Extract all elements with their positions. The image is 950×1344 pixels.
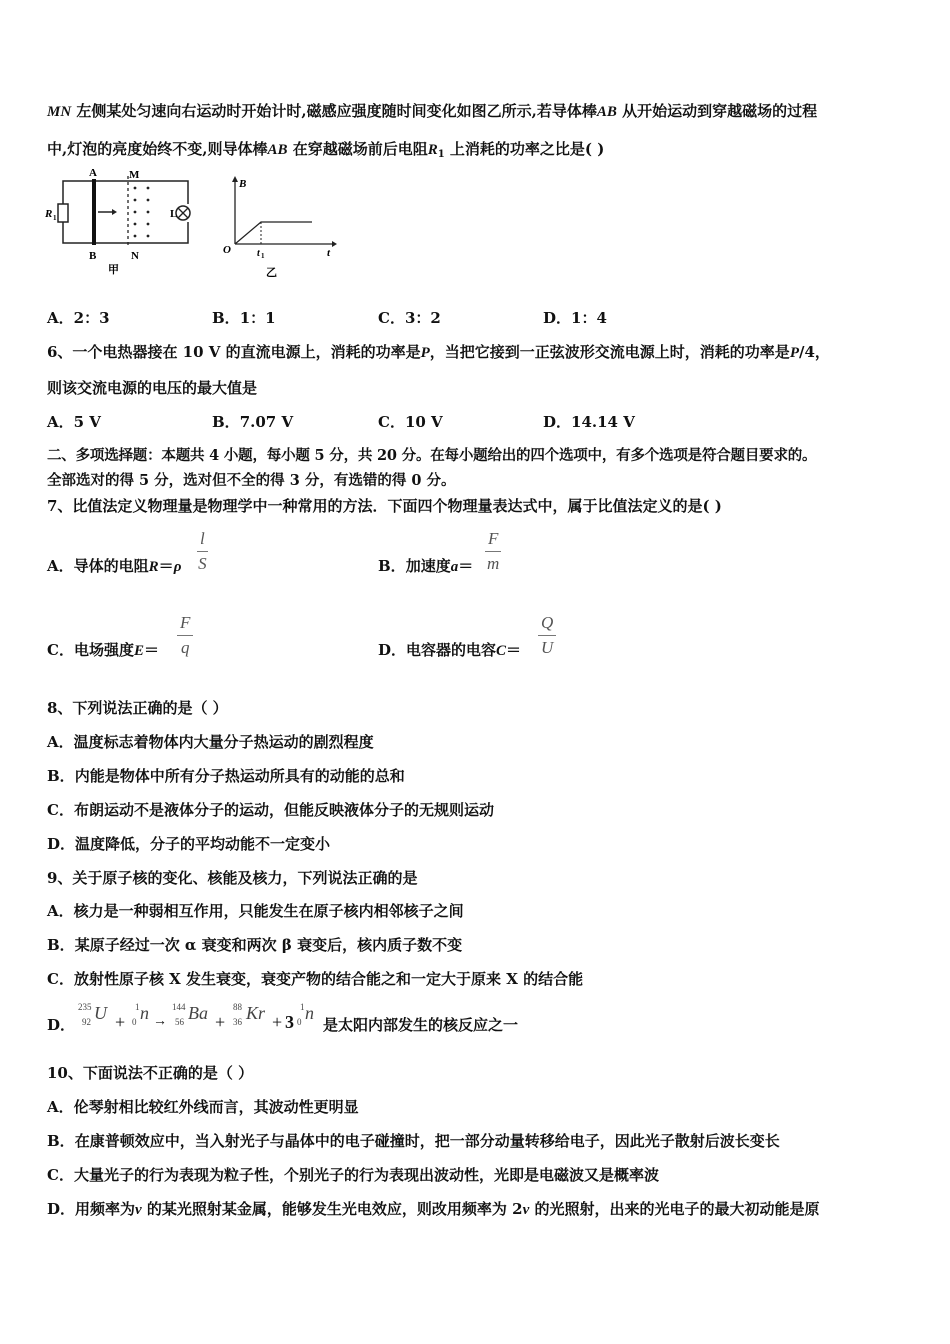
- q8-option-d[interactable]: [47, 834, 330, 854]
- q7-option-c[interactable]: [47, 640, 159, 661]
- coefficient: 3: [285, 1012, 294, 1032]
- plus-sign: +: [215, 1012, 226, 1032]
- q7-b-fraction: [485, 529, 501, 574]
- velocity-arrowhead: [112, 209, 117, 215]
- option-text: 伦琴射相比较红外线而言，其波动性更明显: [73, 1098, 359, 1116]
- denominator: m: [487, 554, 500, 573]
- option-label: A．: [47, 1098, 74, 1116]
- q5-mn: MN: [47, 104, 72, 120]
- option-text: 放射性原子核 X 发生衰变，衰变产物的结合能之和一定大于原来 X 的结合能: [73, 970, 584, 988]
- q6-p: P: [420, 345, 430, 361]
- option-label: B．: [212, 309, 240, 327]
- option-label: B．: [47, 1132, 75, 1150]
- option-label: C．: [378, 309, 405, 327]
- section2-instructions-line1: 二、多项选择题：本题共 4 小题，每小题 5 分，共 20 分。在每小题给出的四个选项中，有多个选项是符合题目要求的。: [47, 447, 817, 464]
- option-label: D．: [543, 309, 572, 327]
- atomic-number: 36: [233, 1017, 242, 1027]
- var-r: R: [148, 559, 159, 575]
- q6-option-a[interactable]: [47, 412, 101, 432]
- q6-p4: P: [789, 345, 799, 361]
- label-l: L: [170, 208, 178, 220]
- option-label: A．: [47, 557, 74, 575]
- option-label: C．: [47, 1166, 74, 1184]
- caption-jia: 甲: [108, 264, 119, 276]
- q8-option-a[interactable]: [47, 732, 374, 752]
- q6-text2: ，当把它接到一正弦波形交流电源上时，消耗的功率是: [429, 343, 790, 361]
- atomic-number: 92: [82, 1017, 91, 1027]
- mass-number: 235: [78, 1002, 92, 1012]
- option-label: B．: [212, 413, 240, 431]
- q6-text1: 6、一个电热器接在 10 V 的直流电源上，消耗的功率是: [47, 343, 421, 361]
- mass-number: 1: [300, 1002, 305, 1012]
- q6-stem-line1: [47, 342, 830, 363]
- option-label: D．: [47, 1200, 76, 1218]
- element-symbol: Ba: [188, 1003, 208, 1023]
- option-text: 的光照射，出来的光电子的最大初动能是原: [529, 1200, 820, 1218]
- var-rho: ρ: [173, 559, 182, 575]
- q5-ab2: AB: [267, 142, 288, 158]
- q5-text3: 中,灯泡的亮度始终不变,则导体棒: [47, 140, 268, 158]
- numerator: F: [177, 613, 193, 636]
- atomic-number: 56: [175, 1017, 184, 1027]
- mass-number: 1: [135, 1002, 140, 1012]
- q7-c-fraction: [177, 613, 193, 658]
- option-text: 5 V: [73, 413, 101, 431]
- q5-text4: 在穿越磁场前后电阻: [287, 140, 428, 158]
- denominator: U: [541, 638, 554, 657]
- option-label: A．: [47, 309, 74, 327]
- option-text: 14.14 V: [571, 413, 635, 431]
- q6-option-d[interactable]: [543, 412, 635, 432]
- q8-stem: 8、下列说法正确的是（ ）: [47, 699, 228, 717]
- q10-option-c[interactable]: [47, 1165, 659, 1185]
- magnetic-field-dots: [134, 187, 150, 238]
- q7-option-b[interactable]: [378, 556, 473, 577]
- option-text: 用频率为: [75, 1200, 136, 1218]
- option-text: 是太阳内部发生的核反应之一: [323, 1016, 519, 1034]
- option-label: C．: [378, 413, 405, 431]
- option-text: 的某光照射某金属，能够发生光电效应，则改用频率为 2: [141, 1200, 523, 1218]
- option-text: 10 V: [404, 413, 443, 431]
- denominator: S: [198, 554, 207, 573]
- option-text: 1：1: [239, 309, 276, 327]
- atomic-number: 0: [132, 1017, 137, 1027]
- q7-a-fraction: [197, 529, 208, 574]
- q5-stem-line2: [47, 139, 604, 165]
- label-b-axis: B: [239, 178, 247, 190]
- label-origin: O: [223, 244, 231, 256]
- q6-text3: /4，: [798, 343, 830, 361]
- q5-text2: 从开始运动到穿越磁场的过程: [616, 102, 818, 120]
- option-text: 1：4: [571, 309, 607, 327]
- label-b: B: [89, 250, 97, 262]
- option-label: D．: [47, 1016, 76, 1034]
- q7-d-fraction: [538, 613, 556, 658]
- element-symbol: n: [305, 1003, 314, 1023]
- option-text: 加速度: [405, 557, 451, 575]
- option-label: A．: [47, 733, 74, 751]
- option-label: A．: [47, 902, 74, 920]
- q5-option-c[interactable]: [378, 308, 441, 328]
- reaction-arrow: →: [153, 1014, 167, 1029]
- plus-sign: +: [272, 1012, 283, 1032]
- q5-stem-line1: [47, 101, 817, 122]
- label-r1-sub: 1: [53, 214, 57, 222]
- q9-stem: 9、关于原子核的变化、核能及核力，下列说法正确的是: [47, 869, 418, 887]
- option-text: 在康普顿效应中，当入射光子与晶体中的电子碰撞时，把一部分动量转移给电子，因此光子散射后波长变长: [74, 1132, 780, 1150]
- option-label: C．: [47, 801, 74, 819]
- label-m: M: [129, 169, 140, 181]
- q5-r: R: [427, 142, 438, 158]
- q5-text1: 左侧某处匀速向右运动时开始计时,磁感应强度随时间变化如图乙所示,若导体棒: [71, 102, 597, 120]
- label-r1: R: [45, 208, 53, 220]
- option-text: 导体的电阻: [73, 557, 149, 575]
- q9-option-c[interactable]: [47, 969, 583, 989]
- b-curve: [235, 222, 312, 244]
- mass-number: 144: [172, 1002, 186, 1012]
- option-text: 2：3: [73, 309, 110, 327]
- option-label: C．: [47, 970, 74, 988]
- var-a: a: [450, 559, 459, 575]
- section2-instructions-line2: 全部选对的得 5 分，选对但不全的得 3 分，有选错的得 0 分。: [47, 472, 456, 489]
- label-a: A: [89, 167, 97, 179]
- q5-option-a[interactable]: [47, 308, 110, 328]
- q6-option-c[interactable]: [378, 412, 443, 432]
- option-label: D．: [378, 641, 407, 659]
- label-t1: t: [257, 248, 260, 259]
- equals-sign: ＝: [143, 641, 159, 659]
- option-text: 3：2: [404, 309, 441, 327]
- label-t1-sub: 1: [261, 252, 265, 260]
- option-text: 7.07 V: [239, 413, 294, 431]
- label-t-axis: t: [327, 247, 331, 259]
- q7-option-d[interactable]: [378, 640, 521, 661]
- q9-option-a[interactable]: [47, 901, 464, 921]
- option-text: 温度降低，分子的平均动能不一定变小: [75, 835, 331, 853]
- option-text: 电场强度: [73, 641, 134, 659]
- option-label: A．: [47, 413, 74, 431]
- numerator: l: [197, 529, 208, 552]
- q10-option-a[interactable]: [47, 1097, 359, 1117]
- option-label: D．: [47, 835, 76, 853]
- equals-sign: ＝: [158, 557, 174, 575]
- option-text: 电容器的电容: [406, 641, 497, 659]
- option-text: 温度标志着物体内大量分子热运动的剧烈程度: [73, 733, 374, 751]
- var-e: E: [133, 643, 144, 659]
- plus-sign: +: [115, 1012, 126, 1032]
- denominator: q: [180, 638, 190, 657]
- resistor-r1: [58, 204, 68, 222]
- element-symbol: Kr: [246, 1003, 266, 1023]
- mass-number: 88: [233, 1002, 242, 1012]
- q6-option-b[interactable]: [212, 412, 293, 432]
- q6-stem-line2: 则该交流电源的电压的最大值是: [47, 379, 258, 397]
- option-label: B．: [47, 936, 75, 954]
- b-t-graph-yi: [214, 172, 338, 282]
- q8-option-b[interactable]: [47, 766, 405, 786]
- q8-option-c[interactable]: [47, 800, 494, 820]
- q10-stem: 10、下面说法不正确的是（ ）: [47, 1064, 254, 1082]
- var-v: v: [522, 1202, 530, 1218]
- q5-ab: AB: [596, 104, 617, 120]
- option-label: B．: [47, 767, 75, 785]
- equals-sign: ＝: [458, 557, 474, 575]
- option-label: C．: [47, 641, 74, 659]
- q9-option-b[interactable]: [47, 935, 462, 955]
- var-v: v: [135, 1202, 142, 1218]
- q5-text5: 上消耗的功率之比是( ): [444, 140, 605, 158]
- q10-option-d[interactable]: [47, 1199, 820, 1220]
- option-label: B．: [378, 557, 406, 575]
- label-n: N: [131, 250, 139, 262]
- numerator: Q: [538, 613, 556, 636]
- q5-option-b[interactable]: [212, 308, 276, 328]
- option-text: 大量光子的行为表现为粒子性，个别光子的行为表现出波动性，光即是电磁波又是概率波: [73, 1166, 659, 1184]
- q5-option-d[interactable]: [543, 308, 607, 328]
- q10-option-b[interactable]: [47, 1131, 780, 1151]
- option-text: 布朗运动不是液体分子的运动，但能反映液体分子的无规则运动: [73, 801, 494, 819]
- numerator: F: [485, 529, 501, 552]
- var-c: C: [496, 643, 507, 659]
- option-text: 某原子经过一次 α 衰变和两次 β 衰变后，核内质子数不变: [74, 936, 463, 954]
- option-label: D．: [543, 413, 572, 431]
- q7-stem: 7、比值法定义物理量是物理学中一种常用的方法．下面四个物理量表达式中，属于比值法定义的是( ): [47, 497, 722, 515]
- equals-sign: ＝: [506, 641, 522, 659]
- caption-yi: 乙: [266, 267, 277, 279]
- q5-r-sub: 1: [437, 149, 445, 160]
- element-symbol: U: [94, 1003, 107, 1023]
- option-text: 内能是物体中所有分子热运动所具有的动能的总和: [74, 767, 405, 785]
- circuit-figure-jia: [44, 166, 194, 282]
- option-text: 核力是一种弱相互作用，只能发生在原子核内相邻核子之间: [73, 902, 464, 920]
- atomic-number: 0: [297, 1017, 302, 1027]
- q7-option-a[interactable]: [47, 556, 181, 577]
- element-symbol: n: [140, 1003, 149, 1023]
